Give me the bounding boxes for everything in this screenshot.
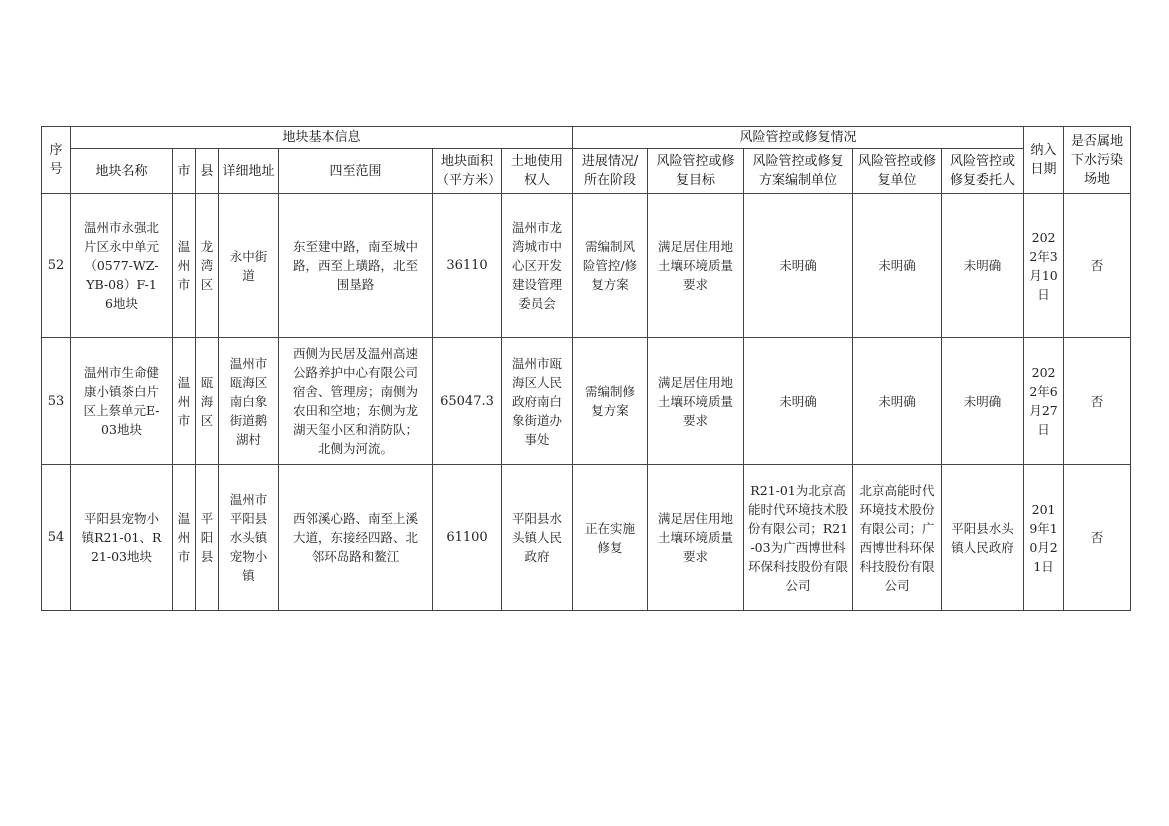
cell-name: 温州市永强北片区永中单元（0577-WZ-YB-08）F-16地块 bbox=[71, 194, 173, 338]
table-row bbox=[42, 338, 1131, 465]
cell-owner: 温州市龙湾城市中心区开发建设管理委员会 bbox=[502, 194, 573, 338]
cell-boundary: 西邻溪心路、南至上溪大道，东接经四路、北邻环岛路和鳌江 bbox=[279, 465, 433, 611]
cell-progress: 正在实施修复 bbox=[573, 465, 648, 611]
cell-city: 温州市 bbox=[173, 465, 196, 611]
cell-boundary: 东至建中路，南至城中路，西至上璜路，北至围垦路 bbox=[279, 194, 433, 338]
cell-name: 平阳县宠物小镇R21-01、R21-03地块 bbox=[71, 465, 173, 611]
cell-city: 温州市 bbox=[173, 338, 196, 465]
header-city: 市 bbox=[173, 149, 196, 194]
cell-owner: 温州市瓯海区人民政府南白象街道办事处 bbox=[502, 338, 573, 465]
cell-client: 平阳县水头镇人民政府 bbox=[942, 465, 1024, 611]
cell-seq: 54 bbox=[42, 465, 71, 611]
cell-client: 未明确 bbox=[942, 194, 1024, 338]
cell-area: 61100 bbox=[433, 465, 502, 611]
cell-plan-unit: 未明确 bbox=[744, 194, 853, 338]
header-county: 县 bbox=[196, 149, 219, 194]
cell-remediation-unit: 未明确 bbox=[853, 338, 942, 465]
header-groundwater: 是否属地下水污染场地 bbox=[1064, 127, 1131, 194]
cell-county: 龙湾区 bbox=[196, 194, 219, 338]
cell-groundwater: 否 bbox=[1064, 465, 1131, 611]
contaminated-sites-table bbox=[41, 126, 1131, 611]
cell-plan-unit: R21-01为北京高能时代环境技术股份有限公司；R21-03为广西博世科环保科技股份有限公司 bbox=[744, 465, 853, 611]
cell-target: 满足居住用地土壤环境质量要求 bbox=[648, 194, 744, 338]
cell-seq: 52 bbox=[42, 194, 71, 338]
table-row bbox=[42, 465, 1131, 611]
cell-groundwater: 否 bbox=[1064, 194, 1131, 338]
cell-address: 温州市平阳县水头镇宠物小镇 bbox=[219, 465, 279, 611]
header-seq: 序号 bbox=[42, 127, 71, 194]
header-area: 地块面积（平方米） bbox=[433, 149, 502, 194]
cell-county: 平阳县 bbox=[196, 465, 219, 611]
cell-date: 2022年3月10日 bbox=[1024, 194, 1064, 338]
cell-city: 温州市 bbox=[173, 194, 196, 338]
header-boundary: 四至范围 bbox=[279, 149, 433, 194]
cell-area: 65047.3 bbox=[433, 338, 502, 465]
cell-name: 温州市生命健康小镇茶白片区上蔡单元E-03地块 bbox=[71, 338, 173, 465]
cell-area: 36110 bbox=[433, 194, 502, 338]
header-plan-unit: 风险管控或修复方案编制单位 bbox=[744, 149, 853, 194]
cell-plan-unit: 未明确 bbox=[744, 338, 853, 465]
cell-remediation-unit: 北京高能时代环境技术股份有限公司；广西博世科环保科技股份有限公司 bbox=[853, 465, 942, 611]
header-client: 风险管控或修复委托人 bbox=[942, 149, 1024, 194]
header-group-risk: 风险管控或修复情况 bbox=[573, 127, 1024, 149]
cell-target: 满足居住用地土壤环境质量要求 bbox=[648, 465, 744, 611]
header-address: 详细地址 bbox=[219, 149, 279, 194]
cell-address: 永中街道 bbox=[219, 194, 279, 338]
header-date: 纳入日期 bbox=[1024, 127, 1064, 194]
header-group-row bbox=[42, 127, 1131, 149]
cell-seq: 53 bbox=[42, 338, 71, 465]
header-target: 风险管控或修复目标 bbox=[648, 149, 744, 194]
header-owner: 土地使用权人 bbox=[502, 149, 573, 194]
cell-client: 未明确 bbox=[942, 338, 1024, 465]
cell-target: 满足居住用地土壤环境质量要求 bbox=[648, 338, 744, 465]
header-progress: 进展情况/所在阶段 bbox=[573, 149, 648, 194]
header-name: 地块名称 bbox=[71, 149, 173, 194]
cell-remediation-unit: 未明确 bbox=[853, 194, 942, 338]
cell-date: 2022年6月27日 bbox=[1024, 338, 1064, 465]
cell-progress: 需编制修复方案 bbox=[573, 338, 648, 465]
header-remediation-unit: 风险管控或修复单位 bbox=[853, 149, 942, 194]
cell-progress: 需编制风险管控/修复方案 bbox=[573, 194, 648, 338]
cell-address: 温州市瓯海区南白象街道鹅湖村 bbox=[219, 338, 279, 465]
header-group-basic: 地块基本信息 bbox=[71, 127, 573, 149]
cell-groundwater: 否 bbox=[1064, 338, 1131, 465]
cell-owner: 平阳县水头镇人民政府 bbox=[502, 465, 573, 611]
header-row bbox=[42, 149, 1131, 194]
cell-county: 瓯海区 bbox=[196, 338, 219, 465]
cell-date: 2019年10月21日 bbox=[1024, 465, 1064, 611]
table-row bbox=[42, 194, 1131, 338]
cell-boundary: 西侧为民居及温州高速公路养护中心有限公司宿舍、管理房；南侧为农田和空地；东侧为龙湖天玺小区和消防队；北侧为河流。 bbox=[279, 338, 433, 465]
